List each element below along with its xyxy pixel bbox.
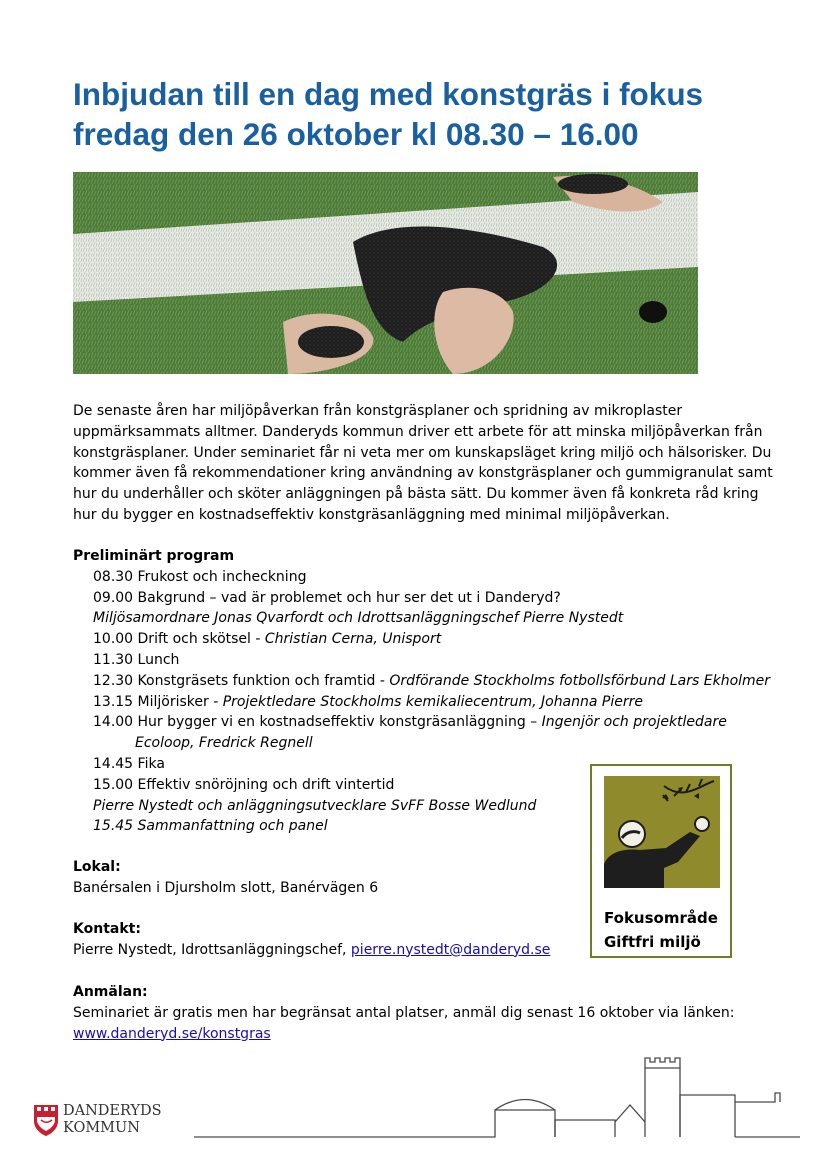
- registration-section: [73, 982, 735, 1044]
- focus-area-box: [590, 764, 732, 958]
- contact-section: [73, 919, 550, 961]
- program-item-text: 10.00 Drift och skötsel -: [93, 631, 265, 648]
- program-item-text: 11.30 Lunch: [93, 651, 180, 668]
- logo-text: [63, 1103, 162, 1137]
- intro-paragraph: De senaste åren har miljöpåverkan från konstgräsplaner och spridning av mikroplaster uppmärksammats alltmer. Danderyds kommun driver ett arbete för att minska miljöpåverkan från konstgräsplaner. Under seminariet får ni veta mer om kunskapsläget kring miljö och hälsorisker. Du kommer även få rekommendationer kring användning av konstgräsplaner och gummigranulat samt hur du underhåller och sköter anläggningen på bästa sätt. Du kommer även få konkreta råd kring hur du bygger en kostnadseffektiv konstgräsanläggning med minimal miljöpåverkan.: [73, 403, 773, 523]
- registration-text: Seminariet är gratis men har begränsat antal platser, anmäl dig senast 16 oktober via länken:: [73, 1004, 735, 1021]
- focus-area-line-2: Giftfri miljö: [604, 933, 701, 951]
- contact-text: Pierre Nystedt, Idrottsanläggningschef,: [73, 941, 351, 958]
- venue-heading: Lokal:: [73, 859, 121, 875]
- program-item-text: 12.30 Konstgräsets funktion och framtid -: [93, 672, 390, 689]
- program-item: [73, 588, 770, 609]
- program-item: [73, 567, 770, 588]
- program-item: [73, 608, 770, 629]
- registration-link[interactable]: www.danderyd.se/konstgras: [73, 1025, 271, 1042]
- program-item: [73, 733, 770, 754]
- program-item: [73, 671, 770, 692]
- program-item: [73, 629, 770, 650]
- program-item-speaker: Pierre Nystedt och anläggningsutvecklare SvFF Bosse Wedlund: [93, 797, 537, 814]
- venue-text: Banérsalen i Djursholm slott, Banérvägen 6: [73, 879, 379, 896]
- program-item-text: 13.15 Miljörisker -: [93, 693, 223, 710]
- program-heading: Preliminärt program: [73, 548, 235, 564]
- danderyd-crest-icon: [33, 1103, 59, 1137]
- castle-skyline-outline: [190, 1050, 806, 1145]
- program-item-speaker: Ordförande Stockholms fotbollsförbund Lars Ekholmer: [389, 672, 771, 689]
- program-item-text: 14.00 Hur bygger vi en kostnadseffektiv konstgräsanläggning –: [93, 714, 542, 731]
- program-item-speaker: Christian Cerna, Unisport: [264, 631, 442, 648]
- title-line-2: fredag den 26 oktober kl 08.30 – 16.00: [73, 116, 639, 152]
- logo-line-2: KOMMUN: [63, 1120, 140, 1136]
- danderyd-logo: [33, 1103, 183, 1139]
- focus-area-label: [604, 906, 718, 954]
- registration-heading: Anmälan:: [73, 984, 148, 1000]
- program-item-speaker: 15.45 Sammanfattning och panel: [93, 818, 328, 835]
- program-item: [73, 692, 770, 713]
- program-item-speaker: Miljösamordnare Jonas Qvarfordt och Idrottsanläggningschef Pierre Nystedt: [93, 610, 624, 627]
- program-item-text: 08.30 Frukost och incheckning: [93, 568, 307, 585]
- focus-area-line-1: Fokusområde: [604, 909, 718, 927]
- program-item-text: 09.00 Bakgrund – vad är problemet och hur ser det ut i Danderyd?: [93, 589, 561, 606]
- person-apple-tree-icon: [604, 776, 720, 888]
- contact-email-link[interactable]: pierre.nystedt@danderyd.se: [350, 941, 551, 958]
- program-item-speaker: Ecoloop, Fredrick Regnell: [135, 735, 313, 752]
- program-item-speaker: Ingenjör och projektledare: [541, 714, 727, 731]
- program-item-speaker: Projektledare Stockholms kemikaliecentrum, Johanna Pierre: [222, 693, 643, 710]
- title-line-1: Inbjudan till en dag med konstgräs i fokus: [73, 76, 704, 112]
- venue-section: [73, 857, 378, 899]
- logo-line-1: DANDERYDS: [63, 1103, 162, 1119]
- program-item-text: 14.45 Fika: [93, 755, 165, 772]
- contact-heading: Kontakt:: [73, 921, 141, 937]
- program-item-text: 15.00 Effektiv snöröjning och drift vintertid: [93, 776, 395, 793]
- program-item: [73, 712, 770, 733]
- contact-line: [73, 940, 550, 961]
- program-item: [73, 650, 770, 671]
- hero-image: [73, 172, 698, 374]
- page-title: [73, 74, 793, 154]
